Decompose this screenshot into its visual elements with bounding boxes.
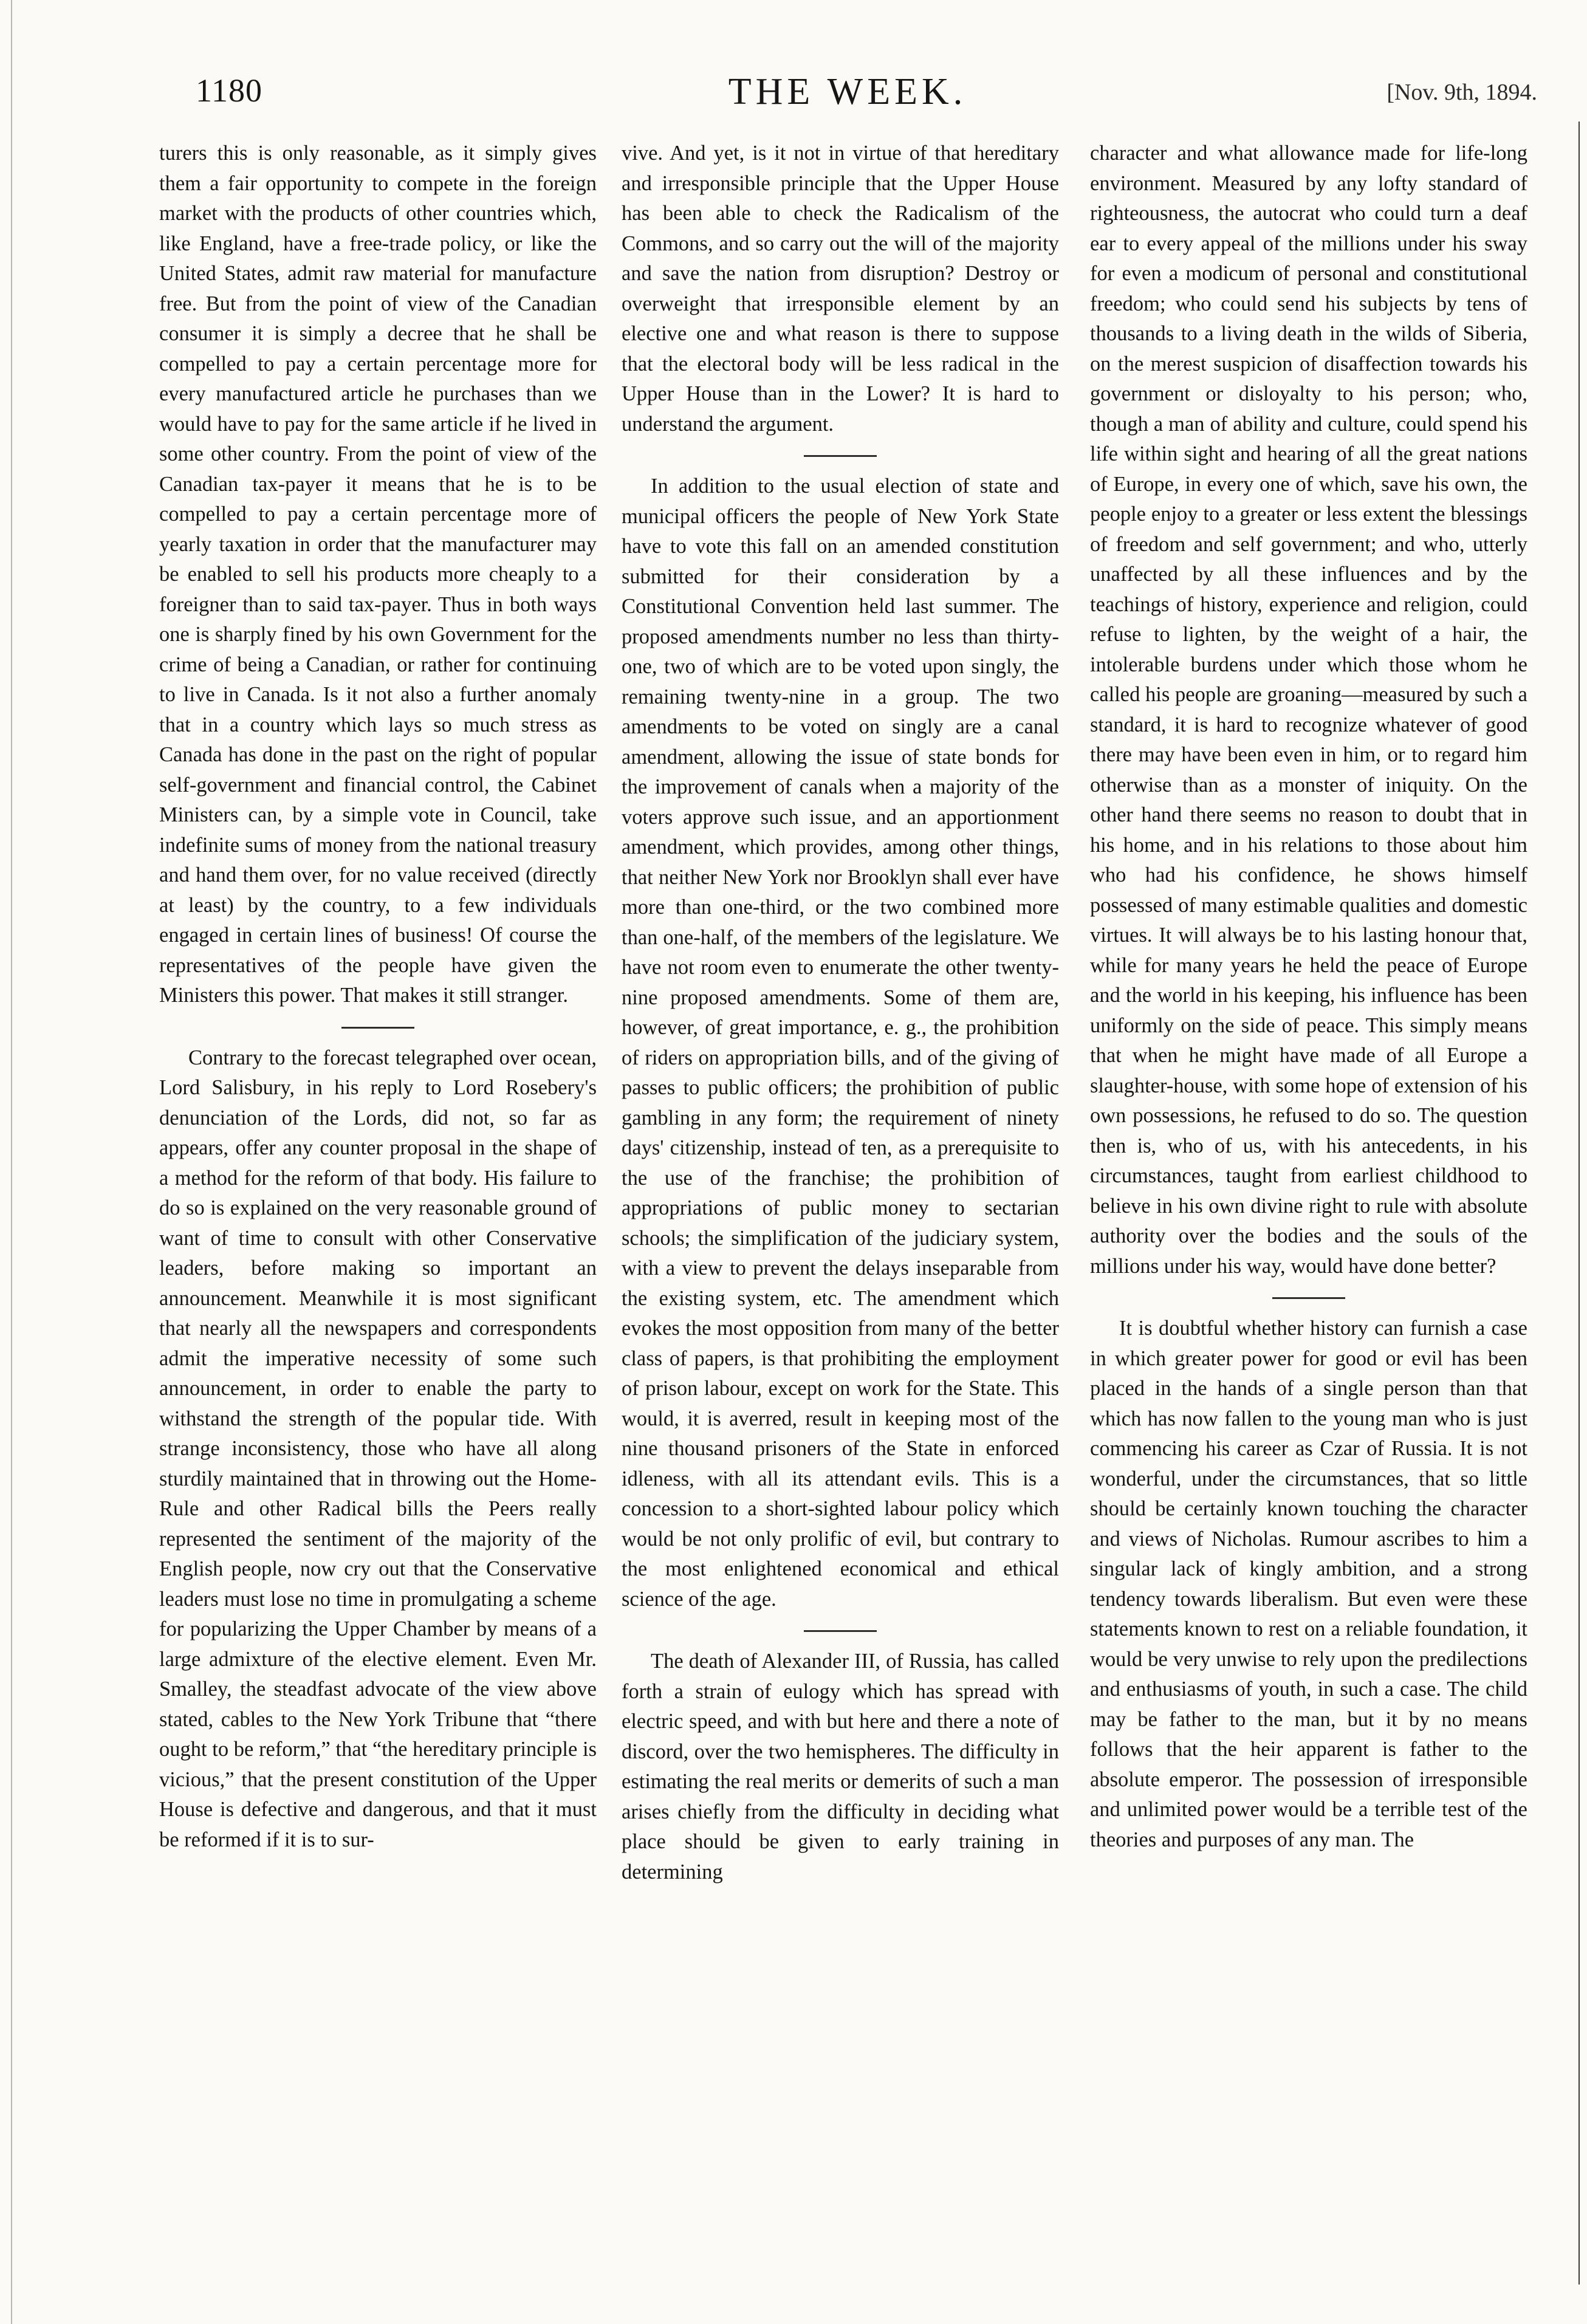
page-header (158, 66, 1537, 120)
column-border-line (1578, 122, 1580, 2285)
column-1 (159, 139, 597, 1855)
publication-title: THE WEEK. (728, 71, 967, 112)
paragraph-tariff-continued: turers this is only reasonable, as it simply gives them a fair opportunity to compete in the foreign market with the products of other countries which, like England, have a free-trade policy, or like the United States, admit raw material for manufacture free. But from the point of view of the Canadian consumer it is simply a decree that he shall be compelled to pay a certain percentage more for every manufactured article he purchases than we would have to pay for the same article if he lived in some other country. From the point of view of the Canadian tax-payer it means that he is to be compelled to pay a certain percentage more of yearly taxation in order that the manufacturer may be enabled to sell his products more cheaply to a foreigner than to said tax-payer. Thus in both ways one is sharply fined by his own Government for the crime of being a Canadian, or rather for continuing to live in Canada. Is it not also a further anomaly that in a country which lays so much stress as Canada has done in the past on the right of popular self-government and financial control, the Cabinet Ministers can, by a simple vote in Council, take indefinite sums of money from the national treasury and hand them over, for no value received (directly at least) by the country, to a few individuals engaged in certain lines of business! Of course the representatives of the people have given the Ministers this power. That makes it still stranger. (159, 142, 597, 1007)
paragraph-lord-salisbury: Contrary to the forecast telegraphed over ocean, Lord Salisbury, in his reply to Lord Rosebery's denunciation of the Lords, did not, so far as appears, offer any counter proposal in the shape of a method for the reform of that body. His failure to do so is explained on the very reasonable ground of want of time to consult with other Conservative leaders, before making so important an announcement. Meanwhile it is most significant that nearly all the newspapers and correspondents admit the imperative necessity of some such announcement, in order to enable the party to withstand the strength of the popular tide. With strange inconsistency, those who have all along sturdily maintained that in throwing out the Home-Rule and other Radical bills the Peers really represented the sentiment of the majority of the English people, now cry out that the Conservative leaders must lose no time in promulgating a scheme for popularizing the Upper Chamber by means of a large admixture of the elective element. Even Mr. Smalley, the steadfast advocate of the view above stated, cables to the New York Tribune that “there ought to be reform,” that “the hereditary principle is vicious,” that the present constitution of the Upper House is defective and dangerous, and that it must be reformed if it is to sur- (159, 1046, 597, 1851)
paragraph-czar-nicholas: It is doubtful whether history can furnish a case in which greater power for good or evil has been placed in the hands of a single person than that which has now fallen to the young man who is just commencing his career as Czar of Russia. It is not wonderful, under the circumstances, that so little should be certainly known touching the character and views of Nicholas. Rumour ascribes to him a singular lack of kingly ambition, and a strong tendency towards liberalism. But even were these statements known to rest on a reliable foundation, it would be very unwise to rely upon the predilections and enthusiasms of youth, in such a case. The child may be father to the man, but it by no means follows that the heir apparent is father to the absolute emperor. The possession of irresponsible and unlimited power would be a terrible test of the theories and purposes of any man. The (1090, 1317, 1527, 1851)
column-3 (1090, 139, 1527, 1855)
section-divider (804, 1630, 877, 1632)
section-divider (341, 1027, 414, 1029)
page-number: 1180 (196, 72, 262, 109)
paragraph-alexander-iii: The death of Alexander III, of Russia, has called forth a strain of eulogy which has spread with electric speed, and with but here and there a note of discord, over the two hemispheres. The difficulty in estimating the real merits or demerits of such a man arises chiefly from the difficulty in deciding what place should be given to early training in determining (622, 1650, 1059, 1884)
section-divider (804, 455, 877, 457)
paragraph-alexander-continued: character and what allowance made for life-long environment. Measured by any lofty standard of righteousness, the autocrat who could turn a deaf ear to every appeal of the millions under his sway for even a modicum of personal and constitutional freedom; who could send his subjects by tens of thousands to a living death in the wilds of Siberia, on the merest suspicion of disaffection towards his government or disloyalty to his person; who, though a man of ability and culture, could spend his life within sight and hearing of all the great nations of Europe, in every one of which, save his own, the people enjoy to a greater or less extent the blessings of freedom and self government; and who, utterly unaffected by all these influences and by the teachings of history, experience and religion, could refuse to lighten, by the weight of a hair, the intolerable burdens under which those whom he called his people are groaning—measured by such a standard, it is hard to recognize whatever of good there may have been even in him, or to regard him otherwise than as a monster of iniquity. On the other hand there seems no reason to doubt that in his home, and in his relations to those about him who had his confidence, he shows himself possessed of many estimable qualities and domestic virtues. It will always be to his lasting honour that, while for many years he held the peace of Europe and the world in his keeping, his influence has been uniformly on the side of peace. This simply means that when he might have made of all Europe a slaughter-house, with some hope of extension of his own possessions, he refused to do so. The question then is, who of us, with his antecedents, in his circumstances, taught from earliest childhood to believe in his own divine right to rule with absolute authority over the bodies and the souls of the millions under his way, would have done better? (1090, 142, 1527, 1278)
page-edge-shadow (11, 0, 12, 2324)
issue-date: [Nov. 9th, 1894. (1386, 80, 1537, 105)
column-2 (622, 139, 1059, 1887)
paragraph-upper-house-continued: vive. And yet, is it not in virtue of that hereditary and irresponsible principle that the Upper House has been able to check the Radicalism of the Commons, and so carry out the will of the majority and save the nation from disruption? Destroy or overweight that irresponsible element by an elective one and what reason is there to suppose that the electoral body will be less radical in the Upper House than in the Lower? It is hard to understand the argument. (622, 142, 1059, 436)
paragraph-new-york-constitution: In addition to the usual election of state and municipal officers the people of New York State have to vote this fall on an amended constitution submitted for their consideration by a Constitutional Convention held last summer. The proposed amendments number no less than thirty-one, two of which are to be voted upon singly, the remaining twenty-nine in a group. The two amendments to be voted on singly are a canal amendment, allowing the issue of state bonds for the improvement of canals when a majority of the voters approve such issue, and an apportionment amendment, which provides, among other things, that neither New York nor Brooklyn shall ever have more than one-third, or the two combined more than one-half, of the members of the legislature. We have not room even to enumerate the other twenty-nine proposed amendments. Some of them are, however, of great importance, e. g., the prohibition of riders on appropriation bills, and of the giving of passes to public officers; the prohibition of public gambling in any form; the requirement of ninety days' citizenship, instead of ten, as a prerequisite to the use of the franchise; the prohibition of appropriations of public money to sectarian schools; the simplification of the judiciary system, with a view to prevent the delays inseparable from the existing system, etc. The amendment which evokes the most opposition from many of the better class of papers, is that prohibiting the employment of prison labour, except on work for the State. This would, it is averred, result in keeping most of the nine thousand prisoners of the State in enforced idleness, with all its attendant evils. This is a concession to a short-sighted labour policy which would be not only prolific of evil, but contrary to the most enlightened economical and ethical science of the age. (622, 475, 1059, 1611)
section-divider (1272, 1297, 1345, 1299)
